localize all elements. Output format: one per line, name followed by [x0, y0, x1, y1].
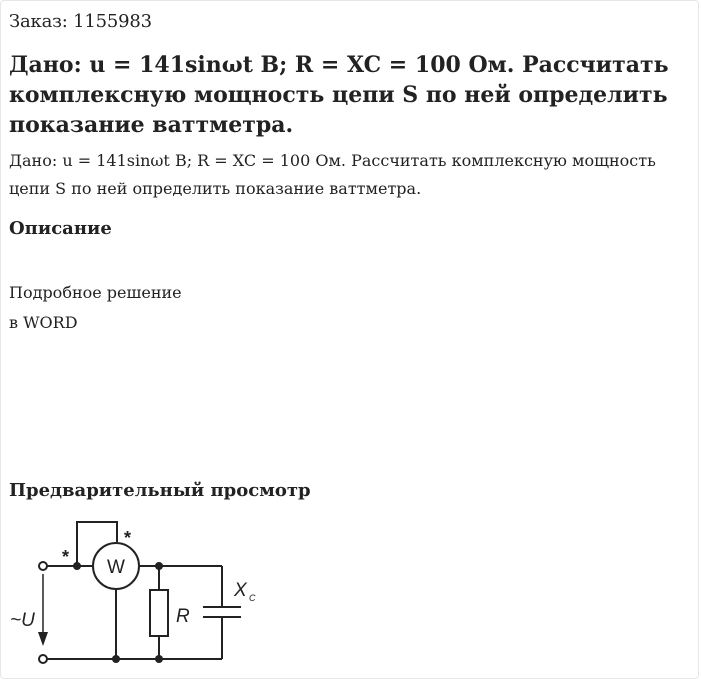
- order-number: Заказ: 1155983: [9, 11, 152, 32]
- source-label: ~U: [10, 610, 35, 631]
- description-line-1: Подробное решение: [9, 283, 182, 302]
- junction-dot: [73, 562, 81, 570]
- wattmeter-label: W: [107, 557, 125, 578]
- description-line-2: в WORD: [9, 313, 78, 332]
- preview-heading: Предварительный просмотр: [9, 480, 311, 501]
- input-terminal-bottom: [39, 655, 47, 663]
- junction-dot: [112, 655, 120, 663]
- input-terminal-top: [39, 562, 47, 570]
- circuit-diagram: [0, 516, 280, 676]
- current-coil-star: *: [62, 547, 70, 567]
- description-heading: Описание: [9, 218, 112, 239]
- task-description: Дано: u = 141sinωt B; R = XC = 100 Ом. Рассчитать комплексную мощность цепи S по ней определить показание ваттметра.: [9, 151, 656, 198]
- resistor-symbol: [150, 590, 168, 636]
- voltage-arrow-head: [38, 632, 48, 646]
- task-title: Дано: u = 141sinωt B; R = XC = 100 Ом. Рассчитать комплексную мощность цепи S по ней определить показание ваттметра.: [9, 52, 669, 138]
- junction-dot: [155, 562, 163, 570]
- resistor-label: R: [176, 606, 190, 627]
- voltage-coil-star: *: [124, 528, 132, 548]
- capacitor-label-subscript: C: [249, 593, 256, 603]
- junction-dot: [155, 655, 163, 663]
- capacitor-label: X: [234, 580, 247, 601]
